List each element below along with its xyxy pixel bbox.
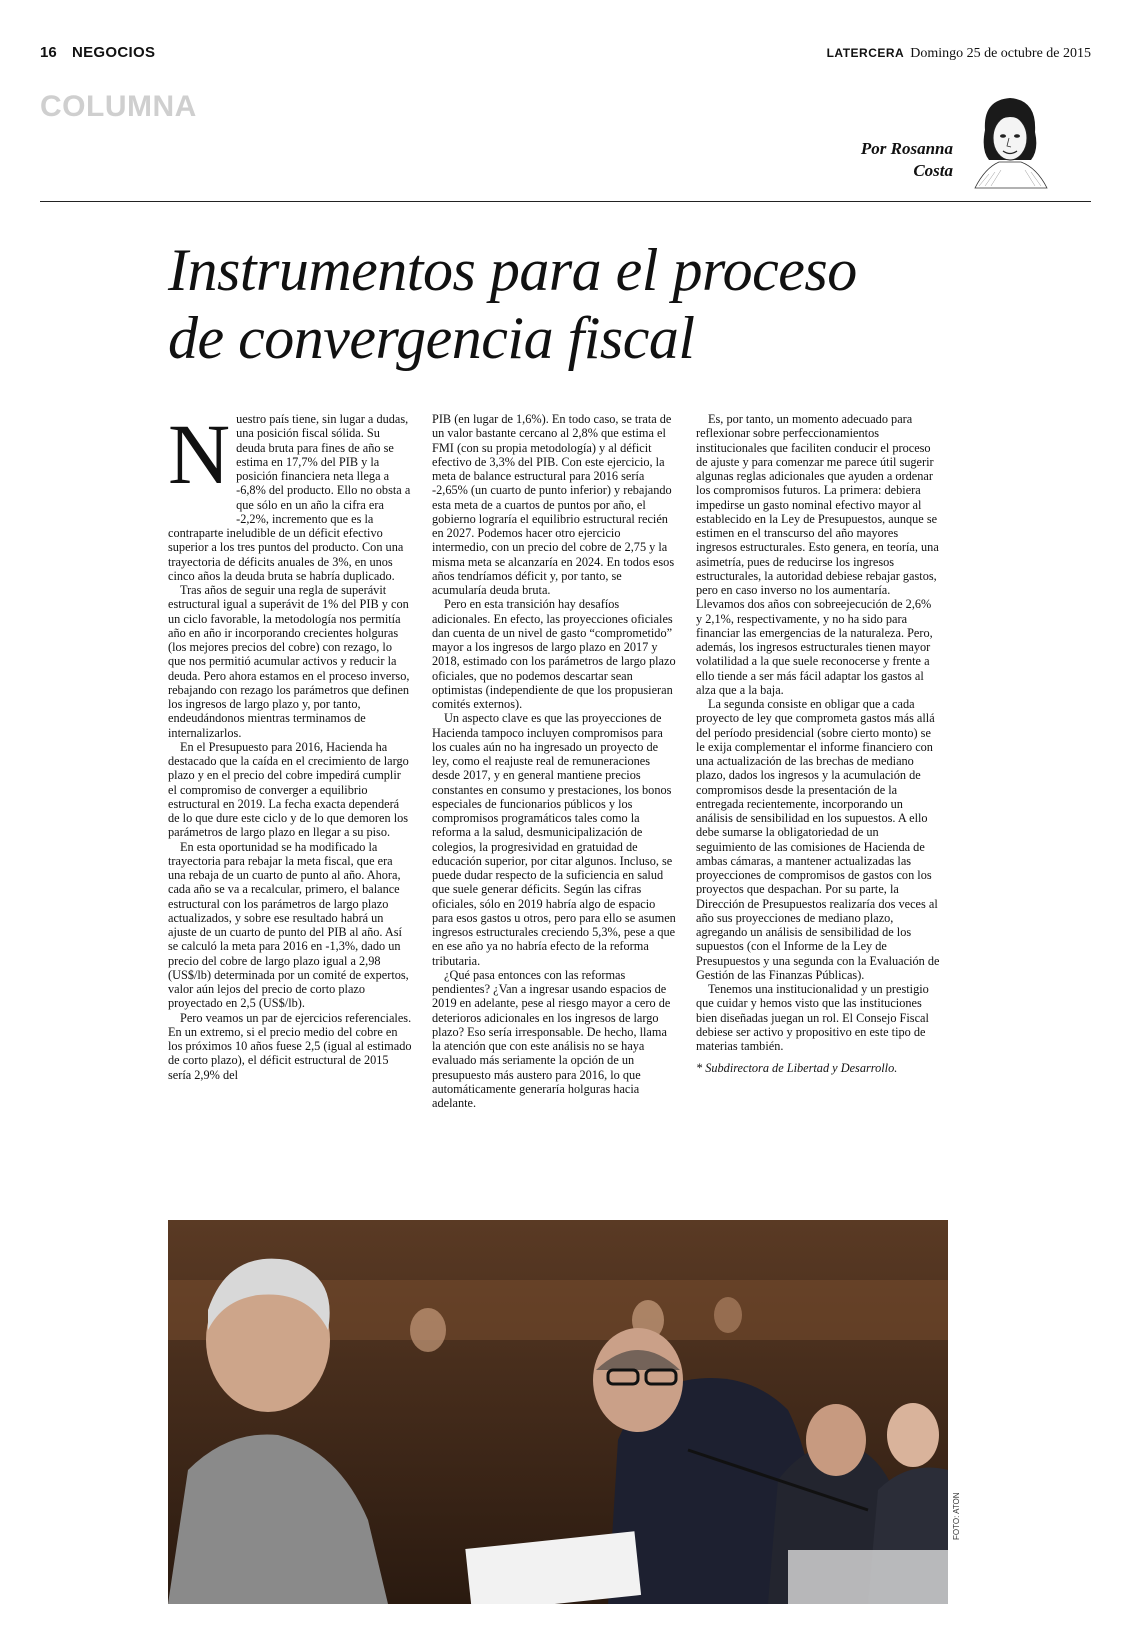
- paragraph: En el Presupuesto para 2016, Hacienda ha destacado que la caída en el crecimiento de largo plazo y en el precio del cobre impedirá cumplir el compromiso de converger a equilibrio estructural en 2019. La fecha exacta dependerá de lo que dure este ciclo y de lo que demoren los parámetros de largo plazo en llegar a su piso.: [168, 739, 409, 840]
- page-number: 16: [40, 44, 57, 61]
- paragraph: Un aspecto clave es que las proyecciones de Hacienda tampoco incluyen compromisos para los cuales aún no ha ingresado un proyecto de ley, como el reajuste real de remuneraciones desde 2017, y en general mantiene precios constantes en consumo y prestaciones, los bonos especiales de funcionarios públicos y los compromisos programáticos tales como la reforma a la salud, desmunicipalización de colegios, la progresividad en gratuidad de educación superior, por citar algunos. Incluso, se puede dudar respecto de la suficiencia en salud que suele generar déficits. Según las cifras oficiales, sólo en 2019 habría algo de espacio para esos gastos u otros, pero para ello se asumen ingresos estructurales creciendo 5,3%, pese a que en ese año ya no habría efecto de la reforma tributaria.: [432, 711, 676, 968]
- masthead-date: [827, 46, 1091, 62]
- author-portrait-illustration: [965, 90, 1055, 190]
- paragraph: PIB (en lugar de 1,6%). En todo caso, se trata de un valor bastante cercano al 2,8% que estima el FMI (con su propia metodología) y al déficit efectivo de 3,3% del PIB. Con este ejercicio, la meta de balance estructural para 2016 sería -2,65% (un cuarto de punto inferior) y rebajando esta meta de a cuartos de puntos por año, el gobierno lograría el equilibrio estructural recién en 2027. Podemos hacer otro ejercicio intermedio, con un precio del cobre de 2,75 y la misma meta se alcanzaría en 2024. En todos esos años tendríamos déficit y, por tanto, se acumularía deuda bruta.: [432, 412, 675, 597]
- paragraph: En esta oportunidad se ha modificado la trayectoria para rebajar la meta fiscal, que era una rebaja de un cuarto de punto al año. Ahora, cada año se va a recalcular, primero, el balance estructural con los parámetros de largo plazo actualizados, y sobre ese resultado habrá un ajuste de un cuarto de punto del PIB al año. Así se calculó la meta para 2016 en -1,3%, dado un precio del cobre de largo plazo igual a 2,98 (US$/lb) determinada por un comité de expertos, valor aún lejos del precio de corto plazo proyectado en 2,5 (US$/lb).: [168, 839, 409, 1011]
- article-column-3: [696, 412, 940, 1076]
- paragraph: Tras años de seguir una regla de superávit estructural igual a superávit de 1% del PIB y con un ciclo favorable, la metodología nos permitía año en año ir incorporando crecientes holguras (los mejores precios del cobre) con rezago, lo que nos permitió acumular activos y reducir la deuda. Pero ahora estamos en el proceso inverso, rebajando con rezago los parámetros que definen los ingresos de largo plazo y, por tanto, endeudándonos mientras terminamos de internalizarlos.: [168, 583, 410, 740]
- article-column-1: [168, 406, 412, 1082]
- paragraph: Pero veamos un par de ejercicios referenciales. En un extremo, si el precio medio del cobre en los próximos 10 años fuese 2,5 (igual al estimado de corto plazo), el déficit estructural de 2015 sería 2,9% del: [168, 1010, 412, 1082]
- paragraph: ¿Qué pasa entonces con las reformas pendientes? ¿Van a ingresar usando espacios de 2019 en adelante, pese al riesgo mayor a cero de deterioros adicionales en los ingresos de largo plazo? Eso sería irresponsable. De hecho, llama la atención que con este análisis no se haya evaluado más seriamente la opción de un presupuesto más austero para 2016, lo que automáticamente generaría holguras hacia adelante.: [432, 967, 671, 1110]
- byline-line2: Costa: [913, 161, 953, 180]
- news-photo: [168, 1220, 948, 1604]
- byline-line1: Por Rosanna: [860, 139, 953, 158]
- article-column-2: [432, 412, 676, 1110]
- paragraph: La segunda consiste en obligar que a cada proyecto de ley que comprometa gastos más allá del período presidencial (sobre cierto monto) se le exija complementar el informe financiero con una actualización de las brechas de mediano plazo, dados los ingresos y la acumulación de compromisos desde la presentación de la entregada recientemente, incorporando un análisis de sensibilidad en los supuestos. A ello debe sumarse la obligatoriedad de un seguimiento de las comisiones de Hacienda de ambas cámaras, a mantener actualizadas las proyecciones de compromisos de gastos con los proyectos que despachan. Por su parte, la Dirección de Presupuestos realizaría dos veces al año sus proyecciones de mediano plazo, agregando un análisis de sensibilidad de los supuestos (con el Informe de la Ley de Presupuestos y una segunda con la Evaluación de Gestión de las Finanzas Públicas).: [696, 697, 940, 982]
- drop-cap: N: [168, 406, 231, 502]
- headline-line1: Instrumentos para el proceso: [168, 237, 857, 303]
- headline: [168, 236, 1068, 372]
- header-divider: [40, 201, 1091, 202]
- publication-name: LATERCERA: [826, 46, 905, 60]
- paragraph: uestro país tiene, sin lugar a dudas, una posición fiscal sólida. Su deuda bruta para fines de año se estima en 17,7% del PIB y la posición financiera neta llega a -6,8% del producto. Ello no obsta a que sólo en un año la cifra era -2,2%, incremento que es la contraparte ineludible de un déficit efectivo superior a los tres puntos del producto. Con una trayectoria de déficits anuales de 3%, en unos cinco años la deuda bruta se habría duplicado.: [168, 412, 411, 583]
- author-footnote: * Subdirectora de Libertad y Desarrollo.: [696, 1061, 898, 1076]
- paragraph: Pero en esta transición hay desafíos adicionales. En efecto, las proyecciones oficiales dan cuenta de un nivel de gasto “comprometido” mayor a los ingresos de largo plazo en 2017 y 2018, estimado con los parámetros de largo plazo oficiales, que no podemos descartar sean optimistas (independiente de que los propusieran comités externos).: [432, 597, 676, 711]
- photo-credit: FOTO: ATON: [952, 1492, 961, 1540]
- column-kicker: COLUMNA: [40, 90, 197, 123]
- headline-line2: de convergencia fiscal: [168, 305, 695, 371]
- issue-date: Domingo 25 de octubre de 2015: [910, 46, 1091, 61]
- byline: [861, 138, 953, 182]
- section-name: NEGOCIOS: [72, 44, 156, 61]
- paragraph: Es, por tanto, un momento adecuado para reflexionar sobre perfeccionamientos institucionales que faciliten conducir el proceso de ajuste y para comenzar me parece útil sugerir algunas reglas adicionales que ayuden a ordenar los compromisos futuros. La primera: debiera impedirse un gasto nominal efectivo mayor al establecido en la Ley de Presupuestos, aunque se estimen en el transcurso del año mayores ingresos estructurales. Esto genera, en teoría, una asimetría, pues de reducirse los ingresos estructurales, la autoridad debiese rebajar gastos, pero en caso inverso no los aumentaría. Llevamos dos años con sobreejecución de 2,6% y 2,1%, respectivamente, y no ha sido para financiar las emergencias de la naturaleza. Pero, además, los ingresos estructurales tienen mayor volatilidad a la que suele reconocerse y frente a ello tiende a ser más fácil adaptar los gastos al alza que a la baja.: [696, 412, 939, 697]
- paragraph: Tenemos una institucionalidad y un prestigio que cuidar y hemos visto que las instituciones bien diseñadas juegan un rol. El Consejo Fiscal debiese ser activo y propositivo en este tipo de materias también.: [696, 982, 929, 1053]
